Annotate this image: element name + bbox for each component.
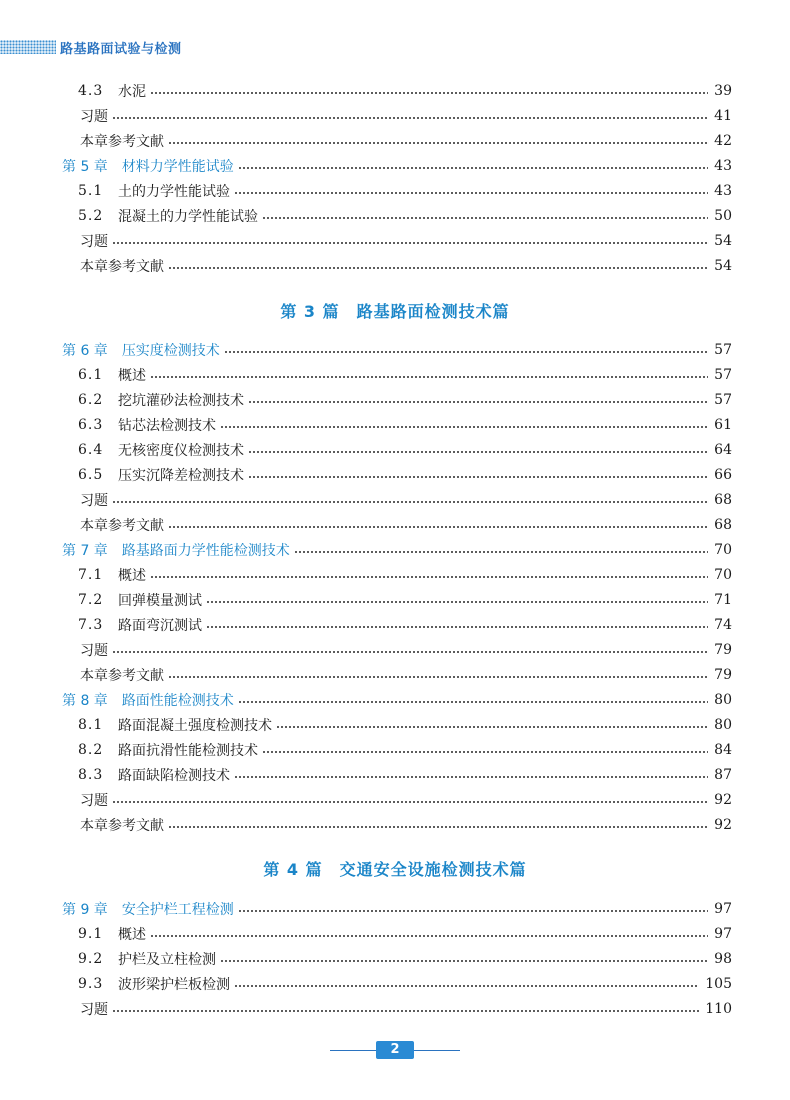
toc-section-row[interactable] xyxy=(78,946,732,971)
dot-leader xyxy=(206,601,708,603)
toc-page-number: 43 xyxy=(714,157,732,174)
dot-leader xyxy=(150,92,708,94)
toc-exercise-row[interactable] xyxy=(80,487,732,512)
dot-leader xyxy=(234,776,708,778)
toc-entry-title: 路面混凝土强度检测技术 xyxy=(118,717,272,734)
toc-page-number: 70 xyxy=(714,541,732,558)
toc-section-row[interactable] xyxy=(78,612,732,637)
toc-page-number: 105 xyxy=(705,975,732,992)
toc-exercise-row[interactable] xyxy=(80,637,732,662)
toc-entry-number: 9.1 xyxy=(78,925,104,942)
toc-entry-number: 6.3 xyxy=(78,416,104,433)
toc-entry-number: 4.3 xyxy=(78,82,104,99)
toc-entry-number: 5.1 xyxy=(78,182,104,199)
toc-page-number: 98 xyxy=(714,950,732,967)
dot-leader xyxy=(262,751,708,753)
toc-page-number: 80 xyxy=(714,716,732,733)
dot-leader xyxy=(276,726,708,728)
toc-entry-title: 概述 xyxy=(118,367,146,384)
toc-entry-number: 8.1 xyxy=(78,716,104,733)
toc-exercise-row[interactable] xyxy=(80,996,732,1021)
toc-entry-number: 8.2 xyxy=(78,741,104,758)
toc-entry-number: 8.3 xyxy=(78,766,104,783)
toc-section-row[interactable] xyxy=(78,387,732,412)
toc-entry-title: 路基路面力学性能检测技术 xyxy=(121,542,290,559)
dot-leader xyxy=(248,476,708,478)
toc-section-row[interactable] xyxy=(78,362,732,387)
dot-leader xyxy=(112,801,708,803)
toc-entry-title: 压实沉降差检测技术 xyxy=(118,467,244,484)
dot-leader xyxy=(206,626,708,628)
toc-page-number: 79 xyxy=(714,641,732,658)
toc-page-number: 97 xyxy=(714,925,732,942)
toc-chapter-row[interactable] xyxy=(62,537,732,562)
toc-page-number: 74 xyxy=(714,616,732,633)
toc-entry-number: 6.4 xyxy=(78,441,104,458)
dot-leader xyxy=(238,910,708,912)
toc-page-number: 66 xyxy=(714,466,732,483)
toc-page-number: 68 xyxy=(714,491,732,508)
toc-page-number: 42 xyxy=(714,132,732,149)
toc-entry-title: 挖坑灌砂法检测技术 xyxy=(118,392,244,409)
dot-leader xyxy=(150,935,708,937)
toc-entry-title: 水泥 xyxy=(118,83,146,100)
toc-exercise-row[interactable] xyxy=(80,787,732,812)
toc-page-number: 61 xyxy=(714,416,732,433)
toc-entry-title: 习题 xyxy=(80,642,108,659)
toc-entry-title: 本章参考文献 xyxy=(80,258,164,275)
dot-leader xyxy=(248,451,708,453)
dot-leader xyxy=(112,242,708,244)
dot-leader xyxy=(150,376,708,378)
dot-leader xyxy=(150,576,708,578)
header-dot-pattern xyxy=(0,40,56,54)
dot-leader xyxy=(168,526,708,528)
toc-entry-title: 路面缺陷检测技术 xyxy=(118,767,230,784)
toc-section-row[interactable] xyxy=(78,562,732,587)
footer-rule-right xyxy=(414,1050,460,1051)
dot-leader xyxy=(262,217,708,219)
toc-page-number: 70 xyxy=(714,566,732,583)
toc-entry-number: 5.2 xyxy=(78,207,104,224)
toc-refs-row[interactable] xyxy=(80,662,732,687)
toc-chapter-row[interactable] xyxy=(62,153,732,178)
toc-page-number: 92 xyxy=(714,791,732,808)
toc-entry-title: 概述 xyxy=(118,567,146,584)
toc-refs-row[interactable] xyxy=(80,128,732,153)
toc-page-number: 68 xyxy=(714,516,732,533)
toc-page-number: 57 xyxy=(714,391,732,408)
toc-entry-title: 钻芯法检测技术 xyxy=(118,417,216,434)
toc-entry-title: 路面弯沉测试 xyxy=(118,617,202,634)
toc-entry-number: 6.5 xyxy=(78,466,104,483)
toc-entry-number: 第 5 章 xyxy=(62,158,108,175)
toc-entry-title: 习题 xyxy=(80,792,108,809)
toc-entry-number: 第 9 章 xyxy=(62,901,108,918)
toc-page-number: 71 xyxy=(714,591,732,608)
toc-page-number: 80 xyxy=(714,691,732,708)
dot-leader xyxy=(238,701,708,703)
toc-entry-number: 7.1 xyxy=(78,566,104,583)
toc-entry-title: 波形梁护栏板检测 xyxy=(118,976,230,993)
toc-entry-title: 回弹模量测试 xyxy=(118,592,202,609)
dot-leader xyxy=(168,676,708,678)
toc-section-row[interactable] xyxy=(78,587,732,612)
page-footer xyxy=(0,1040,790,1060)
toc-page-number: 50 xyxy=(714,207,732,224)
toc-page-number: 84 xyxy=(714,741,732,758)
toc-entry-title: 习题 xyxy=(80,1001,108,1018)
toc-exercise-row[interactable] xyxy=(80,228,732,253)
toc-entry-number: 7.2 xyxy=(78,591,104,608)
toc-chapter-row[interactable] xyxy=(62,687,732,712)
toc-page-number: 57 xyxy=(714,366,732,383)
toc-page-number: 54 xyxy=(714,232,732,249)
toc-entry-title: 压实度检测技术 xyxy=(121,342,220,359)
toc-entry-number: 第 7 章 xyxy=(62,542,108,559)
toc-section-row[interactable] xyxy=(78,737,732,762)
toc-section-row[interactable] xyxy=(78,462,732,487)
toc-entry-title: 习题 xyxy=(80,492,108,509)
toc-entry-title: 概述 xyxy=(118,926,146,943)
toc-section-row[interactable] xyxy=(78,921,732,946)
dot-leader xyxy=(112,651,708,653)
toc-entry-title: 无核密度仪检测技术 xyxy=(118,442,244,459)
toc-entry-title: 本章参考文献 xyxy=(80,517,164,534)
toc-chapter-row[interactable] xyxy=(62,337,732,362)
toc-exercise-row[interactable] xyxy=(80,103,732,128)
toc-entry-title: 路面抗滑性能检测技术 xyxy=(118,742,258,759)
dot-leader xyxy=(220,960,708,962)
toc-entry-number: 第 8 章 xyxy=(62,692,108,709)
toc-page-number: 79 xyxy=(714,666,732,683)
toc-page-number: 43 xyxy=(714,182,732,199)
dot-leader xyxy=(168,142,708,144)
footer-rule-left xyxy=(330,1050,376,1051)
toc-entry-title: 混凝土的力学性能试验 xyxy=(118,208,258,225)
toc-entry-number: 9.3 xyxy=(78,975,104,992)
toc-refs-row[interactable] xyxy=(80,512,732,537)
toc-page-number: 54 xyxy=(714,257,732,274)
toc-entry-number: 6.2 xyxy=(78,391,104,408)
toc-entry-number: 9.2 xyxy=(78,950,104,967)
toc-section-row[interactable] xyxy=(78,762,732,787)
toc-section-row[interactable] xyxy=(78,437,732,462)
part-title: 第 3 篇 路基路面检测技术篇 xyxy=(280,302,510,321)
toc-page-number: 97 xyxy=(714,900,732,917)
toc-page-number: 110 xyxy=(705,1000,732,1017)
toc-chapter-row[interactable] xyxy=(62,896,732,921)
toc-entry-title: 习题 xyxy=(80,108,108,125)
dot-leader xyxy=(248,401,708,403)
toc-entry-title: 本章参考文献 xyxy=(80,133,164,150)
toc-section-row[interactable] xyxy=(78,178,732,203)
toc-section-row[interactable] xyxy=(78,712,732,737)
dot-leader xyxy=(224,351,708,353)
running-header xyxy=(0,36,182,58)
dot-leader xyxy=(168,826,708,828)
toc-page-number: 57 xyxy=(714,341,732,358)
toc-entry-title: 习题 xyxy=(80,233,108,250)
toc-section-row[interactable] xyxy=(78,203,732,228)
dot-leader xyxy=(238,167,708,169)
toc-entry-title: 本章参考文献 xyxy=(80,817,164,834)
toc-entry-number: 7.3 xyxy=(78,616,104,633)
part-title: 第 4 篇 交通安全设施检测技术篇 xyxy=(263,860,527,879)
toc-page-number: 39 xyxy=(714,82,732,99)
toc-entry-title: 材料力学性能试验 xyxy=(121,158,234,175)
toc-entry-title: 安全护栏工程检测 xyxy=(121,901,234,918)
toc-refs-row[interactable] xyxy=(80,253,732,278)
toc-refs-row[interactable] xyxy=(80,812,732,837)
toc-page-number: 87 xyxy=(714,766,732,783)
toc-section-row[interactable] xyxy=(78,971,732,996)
dot-leader xyxy=(234,192,708,194)
toc-entry-title: 本章参考文献 xyxy=(80,667,164,684)
toc-page-number: 41 xyxy=(714,107,732,124)
toc-entry-title: 土的力学性能试验 xyxy=(118,183,230,200)
dot-leader xyxy=(112,117,708,119)
toc-page-number: 64 xyxy=(714,441,732,458)
toc-entry-title: 护栏及立柱检测 xyxy=(118,951,216,968)
dot-leader xyxy=(234,985,699,987)
dot-leader xyxy=(112,1010,699,1012)
toc-section-row[interactable] xyxy=(78,78,732,103)
dot-leader xyxy=(294,551,708,553)
dot-leader xyxy=(112,501,708,503)
book-title: 路基路面试验与检测 xyxy=(60,41,182,57)
toc-entry-number: 第 6 章 xyxy=(62,342,108,359)
toc-page-number: 92 xyxy=(714,816,732,833)
toc-section-row[interactable] xyxy=(78,412,732,437)
dot-leader xyxy=(168,267,708,269)
toc-entry-title: 路面性能检测技术 xyxy=(121,692,234,709)
page-number: 2 xyxy=(376,1041,413,1059)
dot-leader xyxy=(220,426,708,428)
toc-entry-number: 6.1 xyxy=(78,366,104,383)
